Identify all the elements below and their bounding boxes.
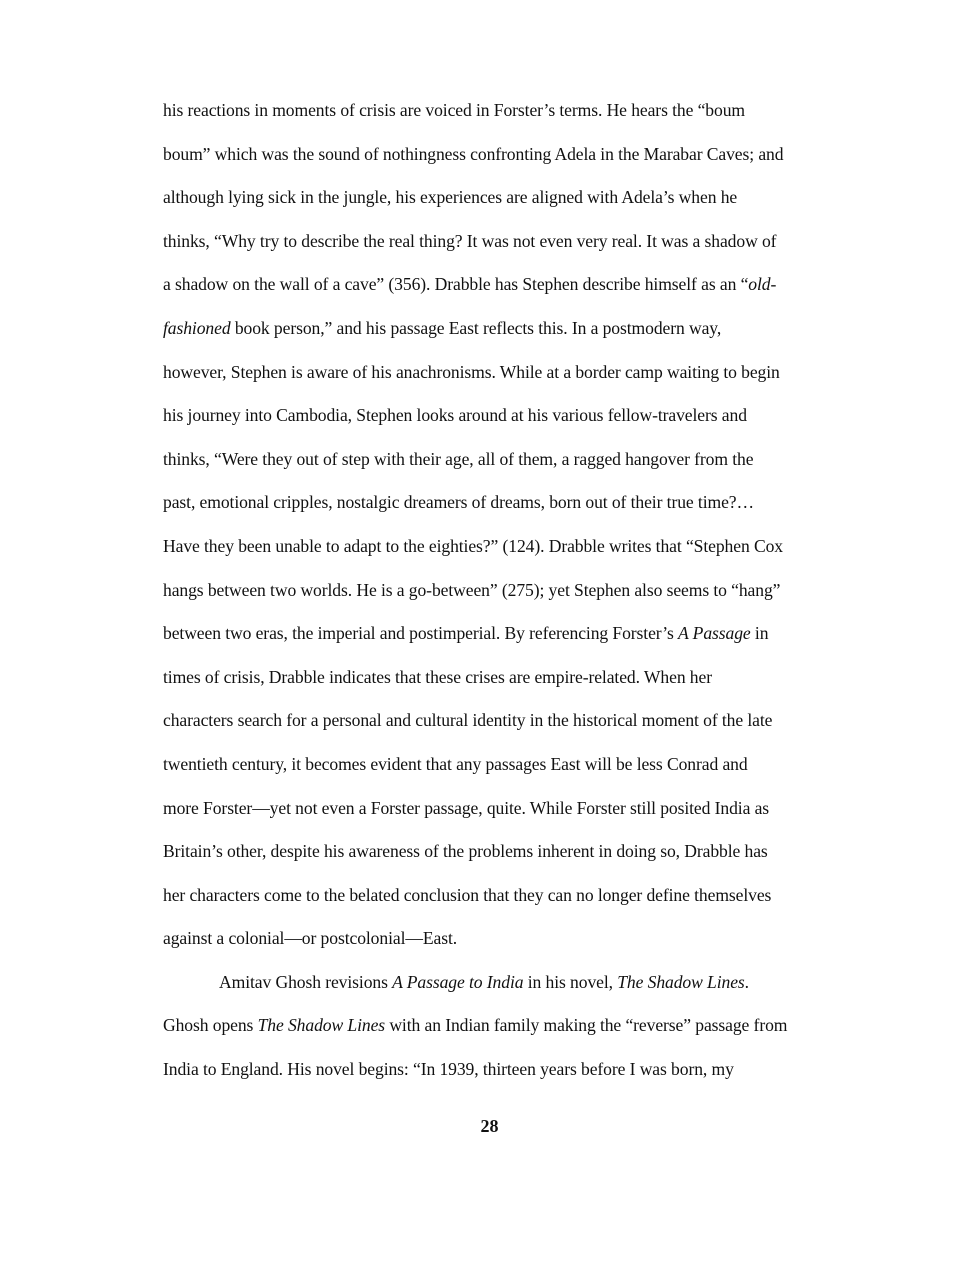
text-run: with an Indian family making the “reverse” passage from xyxy=(385,1015,788,1036)
italic-text: A Passage xyxy=(678,623,751,644)
text-line xyxy=(163,528,863,572)
text-run: more Forster—yet not even a Forster passage, quite. While Forster still posited India as xyxy=(163,797,770,818)
italic-text: A Passage to India xyxy=(392,971,524,992)
text-run: his journey into Cambodia, Stephen looks around at his various fellow-travelers and xyxy=(163,405,747,426)
text-line xyxy=(163,877,863,921)
text-line xyxy=(163,1051,863,1095)
text-line xyxy=(163,833,863,877)
text-line xyxy=(163,572,863,616)
text-run: hangs between two worlds. He is a go-between” (275); yet Stephen also seems to “hang” xyxy=(163,579,781,600)
italic-text: The Shadow Lines xyxy=(617,971,745,992)
text-run: her characters come to the belated conclusion that they can no longer define themselves xyxy=(163,884,772,905)
text-line xyxy=(163,790,863,834)
text-run: against a colonial—or postcolonial—East. xyxy=(163,928,458,949)
text-line xyxy=(163,964,863,1008)
text-line xyxy=(163,354,863,398)
text-run: characters search for a personal and cultural identity in the historical moment of the late xyxy=(163,710,773,731)
text-run: times of crisis, Drabble indicates that these crises are empire-related. When her xyxy=(163,666,712,687)
text-line xyxy=(163,266,863,310)
text-line xyxy=(163,659,863,703)
text-line xyxy=(163,310,863,354)
italic-text: fashioned xyxy=(163,317,231,338)
text-run: boum” which was the sound of nothingness confronting Adela in the Marabar Caves; and xyxy=(163,143,784,164)
text-line xyxy=(163,702,863,746)
italic-text: old- xyxy=(748,274,777,295)
text-run: Britain’s other, despite his awareness of the problems inherent in doing so, Drabble has xyxy=(163,841,768,862)
text-run: in his novel, xyxy=(523,971,618,992)
text-line xyxy=(163,397,863,441)
text-line xyxy=(163,441,863,485)
text-run: however, Stephen is aware of his anachronisms. While at a border camp waiting to begin xyxy=(163,361,780,382)
text-run: Amitav Ghosh revisions xyxy=(219,971,393,992)
italic-text: The Shadow Lines xyxy=(257,1015,386,1036)
body-text xyxy=(163,92,863,1095)
text-run: twentieth century, it becomes evident that any passages East will be less Conrad and xyxy=(163,753,748,774)
text-line xyxy=(163,136,863,180)
text-run: his reactions in moments of crisis are voiced in Forster’s terms. He hears the “boum xyxy=(163,100,745,120)
text-run: in xyxy=(750,623,769,644)
text-run: a shadow on the wall of a cave” (356). Drabble has Stephen describe himself as an “ xyxy=(163,274,749,295)
text-line xyxy=(163,223,863,267)
text-run: thinks, “Why try to describe the real thing? It was not even very real. It was a shadow of xyxy=(163,230,777,251)
text-run: between two eras, the imperial and postimperial. By referencing Forster’s xyxy=(163,623,679,644)
text-line xyxy=(163,1007,863,1051)
text-run: Have they been unable to adapt to the eighties?” (124). Drabble writes that “Stephen Cox xyxy=(163,535,783,556)
text-run: past, emotional cripples, nostalgic dreamers of dreams, born out of their true time?… xyxy=(163,492,754,513)
text-run: . xyxy=(744,971,749,992)
text-line xyxy=(163,179,863,223)
text-line xyxy=(163,92,863,136)
page-number: 28 xyxy=(480,1116,499,1136)
text-line xyxy=(163,920,863,964)
text-run: although lying sick in the jungle, his experiences are aligned with Adela’s when he xyxy=(163,187,738,208)
text-line xyxy=(163,484,863,528)
text-run: India to England. His novel begins: “In 1939, thirteen years before I was born, my xyxy=(163,1059,734,1080)
text-run: book person,” and his passage East reflects this. In a postmodern way, xyxy=(230,317,722,338)
text-run: Ghosh opens xyxy=(163,1015,258,1036)
text-line xyxy=(163,615,863,659)
text-run: thinks, “Were they out of step with their age, all of them, a ragged hangover from the xyxy=(163,448,754,469)
text-line xyxy=(163,746,863,790)
